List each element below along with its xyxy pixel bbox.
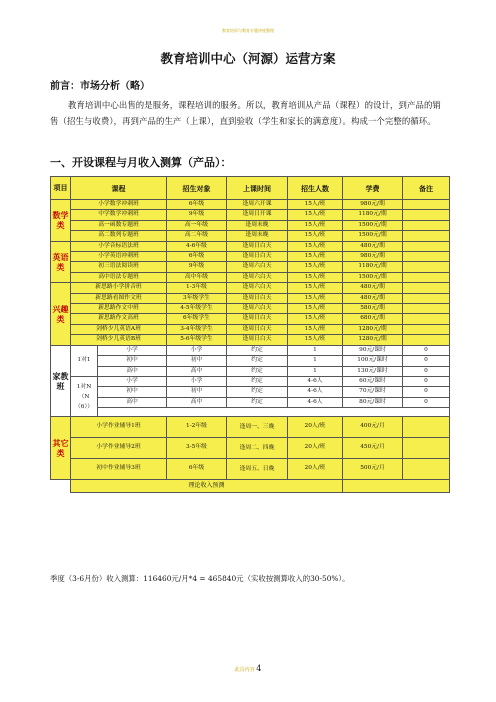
category-other: 其它类 xyxy=(51,417,71,480)
course-fee: 1500元/期 xyxy=(343,220,403,230)
course-count: 20人/班 xyxy=(288,417,343,438)
category-english: 英语类 xyxy=(51,241,71,283)
table-row xyxy=(51,231,450,241)
page-number: 4 xyxy=(256,664,262,673)
course-fee: 1180元/期 xyxy=(343,210,403,220)
spacer-cell xyxy=(98,408,450,417)
course-target: 9年级 xyxy=(167,210,227,220)
course-level: 高中 xyxy=(98,397,167,407)
header-fee: 学费 xyxy=(343,177,403,200)
page-footer xyxy=(0,664,496,673)
course-name: 剑桥少儿英语B班 xyxy=(71,335,167,345)
course-remark xyxy=(403,438,450,459)
course-remark: 0 xyxy=(403,376,450,386)
course-time: 逢周日白天 xyxy=(227,314,288,324)
course-name: 高中语法专题班 xyxy=(71,272,167,282)
tutor-n-label xyxy=(71,376,98,416)
course-name: 小学英语冲刺班 xyxy=(71,252,167,262)
course-level: 小学 xyxy=(98,345,167,355)
course-count: 15人/班 xyxy=(288,252,343,262)
course-target: 6年级学生 xyxy=(167,314,227,324)
course-time: 逢周日白天 xyxy=(227,241,288,251)
quarter-income-text: 季度（3-6月份）收入测算：116460元/月*4 = 465840元（实收按测算收入的30-50%）。 xyxy=(50,574,350,583)
course-name: 初三语法阅读班 xyxy=(71,262,167,272)
course-time: 约定 xyxy=(227,397,288,407)
course-fee: 1280元/期 xyxy=(343,324,403,334)
course-name: 小学音标语法班 xyxy=(71,241,167,251)
course-remark: 0 xyxy=(403,345,450,355)
course-count: 4-6人 xyxy=(288,387,343,397)
course-time: 逢周六白天 xyxy=(227,304,288,314)
course-time: 逢周二、四晚 xyxy=(227,438,288,459)
table-row xyxy=(51,335,450,345)
course-remark xyxy=(403,293,450,303)
course-fee: 980元/期 xyxy=(343,200,403,210)
course-count: 1 xyxy=(288,366,343,376)
table-row xyxy=(51,252,450,262)
course-time: 逢周六白天 xyxy=(227,283,288,293)
footer-gap xyxy=(51,480,71,493)
course-fee: 130元/课时 xyxy=(343,366,403,376)
course-fee: 480元/期 xyxy=(343,241,403,251)
course-target: 高一年级 xyxy=(167,220,227,230)
course-name: 新思路作文中班 xyxy=(71,304,167,314)
course-remark xyxy=(403,262,450,272)
course-target: 1-2年级 xyxy=(167,417,227,438)
table-row xyxy=(51,210,450,220)
course-time: 约定 xyxy=(227,387,288,397)
course-count: 20人/班 xyxy=(288,438,343,459)
course-time: 逢周一、三晚 xyxy=(227,417,288,438)
course-count: 4-6人 xyxy=(288,376,343,386)
course-fee: 480元/期 xyxy=(343,283,403,293)
header-item: 项目 xyxy=(51,177,71,200)
tutor-one-label: 1对1 xyxy=(71,345,98,376)
course-target: 高中 xyxy=(167,397,227,407)
course-fee: 580元/期 xyxy=(343,304,403,314)
course-count: 1 xyxy=(288,356,343,366)
course-fee: 480元/期 xyxy=(343,293,403,303)
table-row xyxy=(51,376,450,386)
course-name: 高二数列专题班 xyxy=(71,231,167,241)
course-fee: 80元/课时 xyxy=(343,397,403,407)
course-count: 15人/班 xyxy=(288,283,343,293)
category-interest: 兴趣类 xyxy=(51,283,71,345)
page-header: 教育培训与教育专题讲座整理 xyxy=(222,28,274,33)
table-row xyxy=(51,417,450,438)
header-target: 招生对象 xyxy=(167,177,227,200)
course-remark xyxy=(403,324,450,334)
table-row xyxy=(51,438,450,459)
course-target: 高中 xyxy=(167,366,227,376)
course-time: 逢周日白天 xyxy=(227,335,288,345)
course-remark xyxy=(403,335,450,345)
tutor-n-label-1: 1对N xyxy=(76,383,92,390)
course-remark xyxy=(403,304,450,314)
course-time: 约定 xyxy=(227,366,288,376)
course-fee: 980元/期 xyxy=(343,252,403,262)
course-count: 20人/班 xyxy=(288,459,343,480)
course-count: 15人/班 xyxy=(288,210,343,220)
course-target: 小学 xyxy=(167,345,227,355)
course-time: 逢周末晚 xyxy=(227,220,288,230)
section-heading: 一、开设课程与月收入测算（产品）： xyxy=(50,156,232,169)
course-count: 15人/班 xyxy=(288,304,343,314)
course-name: 新思路作文高班 xyxy=(71,314,167,324)
course-remark xyxy=(403,459,450,480)
course-count: 15人/班 xyxy=(288,220,343,230)
course-fee: 60元/课时 xyxy=(343,376,403,386)
course-target: 3年级学生 xyxy=(167,293,227,303)
course-time: 约定 xyxy=(227,356,288,366)
course-remark xyxy=(403,210,450,220)
course-name: 小学数学冲刺班 xyxy=(71,200,167,210)
course-fee: 400元/月 xyxy=(343,417,403,438)
course-target: 高二年级 xyxy=(167,231,227,241)
course-remark: 0 xyxy=(403,356,450,366)
table-row xyxy=(51,459,450,480)
table-row xyxy=(51,397,450,407)
header-time: 上课时间 xyxy=(227,177,288,200)
course-name: 中学数学冲刺班 xyxy=(71,210,167,220)
page-footer-text: 此页内容 xyxy=(234,667,255,673)
course-name: 小学作业辅导1班 xyxy=(71,417,167,438)
course-count: 15人/班 xyxy=(288,231,343,241)
course-target: 初中 xyxy=(167,387,227,397)
course-time: 逢周日开课 xyxy=(227,210,288,220)
course-time: 逢周六白天 xyxy=(227,272,288,282)
course-level: 初中 xyxy=(98,356,167,366)
course-name: 新思路小学拼音班 xyxy=(71,283,167,293)
course-fee: 450元/月 xyxy=(343,438,403,459)
course-target: 6年级 xyxy=(167,200,227,210)
course-remark xyxy=(403,252,450,262)
course-name: 新思路看图作文班 xyxy=(71,293,167,303)
course-target: 4-5年级学生 xyxy=(167,304,227,314)
course-remark xyxy=(403,231,450,241)
course-count: 15人/班 xyxy=(288,272,343,282)
table-header-row xyxy=(51,177,450,200)
course-target: 6年级 xyxy=(167,252,227,262)
course-fee: 100元/课时 xyxy=(343,356,403,366)
table-row xyxy=(51,366,450,376)
course-time: 逢周六开课 xyxy=(227,200,288,210)
table-row xyxy=(51,241,450,251)
course-time: 逢周日白天 xyxy=(227,293,288,303)
intro-paragraph: 教育培训中心出售的是服务，课程培训的服务。所以，教育培训从产品（课程）的设计，到产品的销售（招生与收费），再到产品的生产（上课），直到验收（学生和家长的满意度）。构成一个完整的循环。 xyxy=(50,100,441,126)
course-remark xyxy=(403,314,450,324)
table-footer-row xyxy=(51,480,450,493)
course-remark xyxy=(403,417,450,438)
course-fee: 500元/月 xyxy=(343,459,403,480)
table-row xyxy=(51,387,450,397)
preface-heading: 前言：市场分析（略） xyxy=(50,81,150,92)
header-course: 课程 xyxy=(71,177,167,200)
course-level: 初中 xyxy=(98,387,167,397)
course-remark xyxy=(403,272,450,282)
course-name: 初中作业辅导3班 xyxy=(71,459,167,480)
footer-label: 理论收入预测 xyxy=(71,480,343,493)
course-fee: 90元/课时 xyxy=(343,345,403,355)
course-target: 4-6年级 xyxy=(167,241,227,251)
course-time: 逢周五、日晚 xyxy=(227,459,288,480)
course-target: 初中 xyxy=(167,356,227,366)
course-target: 9年级 xyxy=(167,262,227,272)
course-remark xyxy=(403,283,450,293)
course-target: 小学 xyxy=(167,376,227,386)
table-row xyxy=(51,345,450,355)
course-fee: 70元/课时 xyxy=(343,387,403,397)
course-time: 逢周六白天 xyxy=(227,262,288,272)
course-fee: 1180元/期 xyxy=(343,262,403,272)
course-time: 逢周日白天 xyxy=(227,324,288,334)
course-count: 4-6人 xyxy=(288,397,343,407)
course-table xyxy=(50,176,450,493)
footer-blank xyxy=(343,480,450,493)
course-level: 小学 xyxy=(98,376,167,386)
table-row xyxy=(51,356,450,366)
table-row xyxy=(51,283,450,293)
course-target: 3-5年级 xyxy=(167,438,227,459)
table-row xyxy=(51,220,450,230)
course-remark xyxy=(403,200,450,210)
course-count: 15人/班 xyxy=(288,324,343,334)
course-remark: 0 xyxy=(403,387,450,397)
course-count: 15人/班 xyxy=(288,314,343,324)
course-level: 高中 xyxy=(98,366,167,376)
course-target: 6年级 xyxy=(167,459,227,480)
course-count: 15人/班 xyxy=(288,262,343,272)
course-count: 1 xyxy=(288,345,343,355)
table-row xyxy=(51,324,450,334)
course-remark xyxy=(403,241,450,251)
course-count: 15人/班 xyxy=(288,200,343,210)
course-target: 高中年级 xyxy=(167,272,227,282)
course-time: 约定 xyxy=(227,376,288,386)
course-count: 15人/班 xyxy=(288,293,343,303)
course-time: 逢周日白天 xyxy=(227,252,288,262)
course-target: 5-6年级学生 xyxy=(167,335,227,345)
course-fee: 1280元/期 xyxy=(343,335,403,345)
course-name: 剑桥少儿英语A班 xyxy=(71,324,167,334)
course-time: 逢周末晚 xyxy=(227,231,288,241)
course-fee: 680元/期 xyxy=(343,314,403,324)
course-name: 小学作业辅导2班 xyxy=(71,438,167,459)
course-name: 高一函数专题班 xyxy=(71,220,167,230)
header-remark: 备注 xyxy=(403,177,450,200)
course-target: 3-4年级学生 xyxy=(167,324,227,334)
table-row xyxy=(51,304,450,314)
course-remark: 0 xyxy=(403,397,450,407)
table-row-spacer xyxy=(51,408,450,417)
course-fee: 1500元/期 xyxy=(343,231,403,241)
course-remark: 0 xyxy=(403,366,450,376)
table-row xyxy=(51,262,450,272)
table-row xyxy=(51,293,450,303)
course-count: 15人/班 xyxy=(288,241,343,251)
tutor-n-label-2: （N（6）） xyxy=(74,393,94,410)
table-row xyxy=(51,200,450,210)
course-fee: 1500元/期 xyxy=(343,272,403,282)
table-row xyxy=(51,314,450,324)
course-time: 约定 xyxy=(227,345,288,355)
category-math: 数学类 xyxy=(51,200,71,242)
header-count: 招生人数 xyxy=(288,177,343,200)
category-tutor: 家教班 xyxy=(51,345,71,416)
page-title: 教育培训中心（河源）运营方案 xyxy=(160,51,336,66)
table-row xyxy=(51,272,450,282)
course-target: 1-3年级 xyxy=(167,283,227,293)
course-remark xyxy=(403,220,450,230)
course-count: 15人/班 xyxy=(288,335,343,345)
